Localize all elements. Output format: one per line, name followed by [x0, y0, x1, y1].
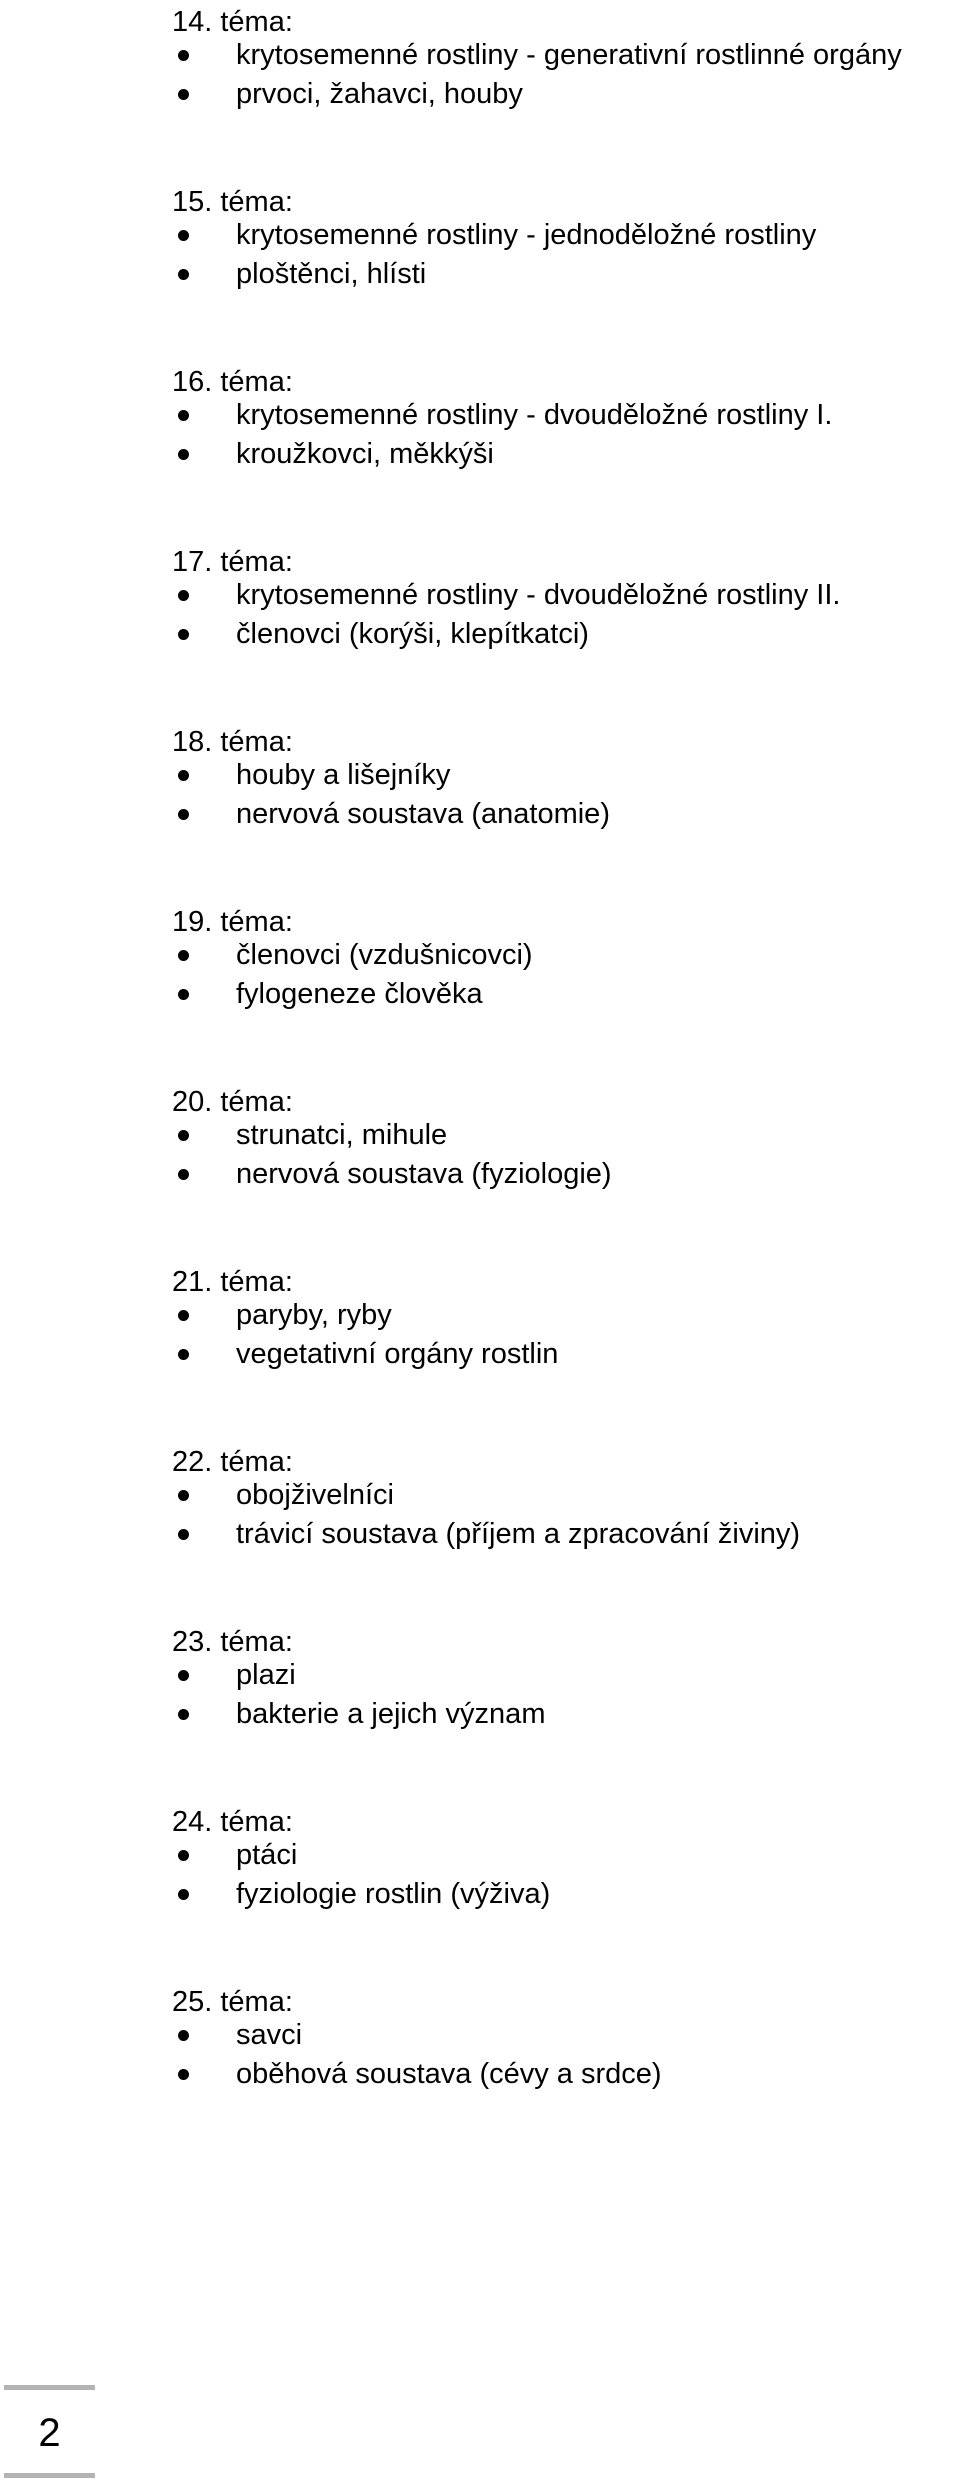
topic-item — [172, 2016, 960, 2055]
topic-item-list — [172, 36, 960, 114]
topic-item-text: kroužkovci, měkkýši — [236, 438, 494, 470]
topic-title: 17. téma: — [172, 546, 293, 578]
topic-item-text: prvoci, žahavci, houby — [236, 78, 523, 110]
bullet-icon — [178, 629, 189, 640]
topic-block — [172, 1980, 960, 2160]
bullet-icon — [178, 410, 189, 421]
bullet-icon — [178, 1709, 189, 1720]
topic-item — [172, 2055, 960, 2094]
bullet-icon — [178, 2030, 189, 2041]
bullet-icon — [178, 590, 189, 601]
bullet-icon — [178, 89, 189, 100]
topic-item-list — [172, 756, 960, 834]
topic-item-text: členovci (korýši, klepítkatci) — [236, 618, 589, 650]
topic-item — [172, 1116, 960, 1155]
topic-item — [172, 1476, 960, 1515]
topic-block — [172, 900, 960, 1080]
bullet-icon — [178, 770, 189, 781]
topic-block — [172, 1440, 960, 1620]
topic-item-text: krytosemenné rostliny - jednoděložné rostliny — [236, 219, 817, 251]
topic-item — [172, 75, 960, 114]
topic-item-list — [172, 1836, 960, 1914]
topic-item-text: strunatci, mihule — [236, 1119, 448, 1151]
topic-title: 15. téma: — [172, 186, 293, 218]
topic-block — [172, 180, 960, 360]
topic-item-text: členovci (vzdušnicovci) — [236, 939, 533, 971]
topic-block — [172, 1260, 960, 1440]
bullet-icon — [178, 1490, 189, 1501]
topic-item-text: trávicí soustava (příjem a zpracování živiny) — [236, 1518, 801, 1550]
topic-item-text: savci — [236, 2019, 303, 2051]
topic-item-list — [172, 216, 960, 294]
topic-item-list — [172, 936, 960, 1014]
topic-item-text: krytosemenné rostliny - dvouděložné rostliny II. — [236, 579, 841, 611]
topic-item — [172, 1296, 960, 1335]
topic-title: 19. téma: — [172, 906, 293, 938]
topic-title: 18. téma: — [172, 726, 293, 758]
topic-title: 25. téma: — [172, 1986, 293, 2018]
bullet-icon — [178, 2069, 189, 2080]
bullet-icon — [178, 950, 189, 961]
topic-item — [172, 615, 960, 654]
topic-item-text: nervová soustava (fyziologie) — [236, 1158, 612, 1190]
topic-item-list — [172, 1116, 960, 1194]
bullet-icon — [178, 989, 189, 1000]
topic-block — [172, 360, 960, 540]
bullet-icon — [178, 1889, 189, 1900]
topic-title: 21. téma: — [172, 1266, 293, 1298]
topic-item-list — [172, 1476, 960, 1554]
bullet-icon — [178, 1130, 189, 1141]
topic-item-text: ptáci — [236, 1839, 298, 1871]
topic-item-text: bakterie a jejich význam — [236, 1698, 546, 1730]
topic-block — [172, 540, 960, 720]
topic-item — [172, 36, 960, 75]
topic-item — [172, 1695, 960, 1734]
topic-item-text: plazi — [236, 1659, 296, 1691]
topic-title: 14. téma: — [172, 6, 293, 38]
topic-item — [172, 975, 960, 1014]
topic-item — [172, 576, 960, 615]
footer-rule-top — [4, 2385, 95, 2390]
topic-title: 23. téma: — [172, 1626, 293, 1658]
bullet-icon — [178, 1310, 189, 1321]
topic-block — [172, 0, 960, 180]
topic-item — [172, 756, 960, 795]
topic-list — [172, 0, 960, 2160]
topic-block — [172, 720, 960, 900]
topic-item-list — [172, 576, 960, 654]
bullet-icon — [178, 1670, 189, 1681]
bullet-icon — [178, 1349, 189, 1360]
topic-title: 20. téma: — [172, 1086, 293, 1118]
bullet-icon — [178, 1529, 189, 1540]
topic-item — [172, 795, 960, 834]
topic-item-text: krytosemenné rostliny - dvouděložné rostliny I. — [236, 399, 833, 431]
bullet-icon — [178, 50, 189, 61]
topic-title: 22. téma: — [172, 1446, 293, 1478]
topic-item — [172, 1656, 960, 1695]
topic-item-text: oběhová soustava (cévy a srdce) — [236, 2058, 662, 2090]
topic-item-list — [172, 1656, 960, 1734]
topic-item-text: nervová soustava (anatomie) — [236, 798, 610, 830]
topic-item — [172, 255, 960, 294]
topic-item-text: vegetativní orgány rostlin — [236, 1338, 559, 1370]
topic-block — [172, 1800, 960, 1980]
topic-title: 16. téma: — [172, 366, 293, 398]
topic-item-text: fylogeneze člověka — [236, 978, 483, 1010]
topic-block — [172, 1080, 960, 1260]
bullet-icon — [178, 1850, 189, 1861]
topic-title: 24. téma: — [172, 1806, 293, 1838]
topic-item-text: fyziologie rostlin (výživa) — [236, 1878, 551, 1910]
topic-item-text: krytosemenné rostliny - generativní rostlinné orgány — [236, 39, 902, 71]
topic-item — [172, 396, 960, 435]
footer-rule-bottom — [4, 2473, 95, 2478]
topic-item-text: ploštěnci, hlísti — [236, 258, 427, 290]
topic-item — [172, 1515, 960, 1554]
topic-item — [172, 435, 960, 474]
topic-item — [172, 1155, 960, 1194]
topic-item-text: houby a lišejníky — [236, 759, 451, 791]
bullet-icon — [178, 449, 189, 460]
topic-item — [172, 1335, 960, 1374]
topic-block — [172, 1620, 960, 1800]
bullet-icon — [178, 230, 189, 241]
topic-item-text: paryby, ryby — [236, 1299, 392, 1331]
topic-item-text: obojživelníci — [236, 1479, 394, 1511]
topic-item-list — [172, 2016, 960, 2094]
topic-item — [172, 1875, 960, 1914]
bullet-icon — [178, 1169, 189, 1180]
bullet-icon — [178, 269, 189, 280]
topic-item — [172, 216, 960, 255]
topic-item-list — [172, 1296, 960, 1374]
page-footer — [0, 2385, 95, 2484]
topic-item-list — [172, 396, 960, 474]
topic-item — [172, 1836, 960, 1875]
page-number: 2 — [38, 2411, 61, 2455]
topic-item — [172, 936, 960, 975]
bullet-icon — [178, 809, 189, 820]
